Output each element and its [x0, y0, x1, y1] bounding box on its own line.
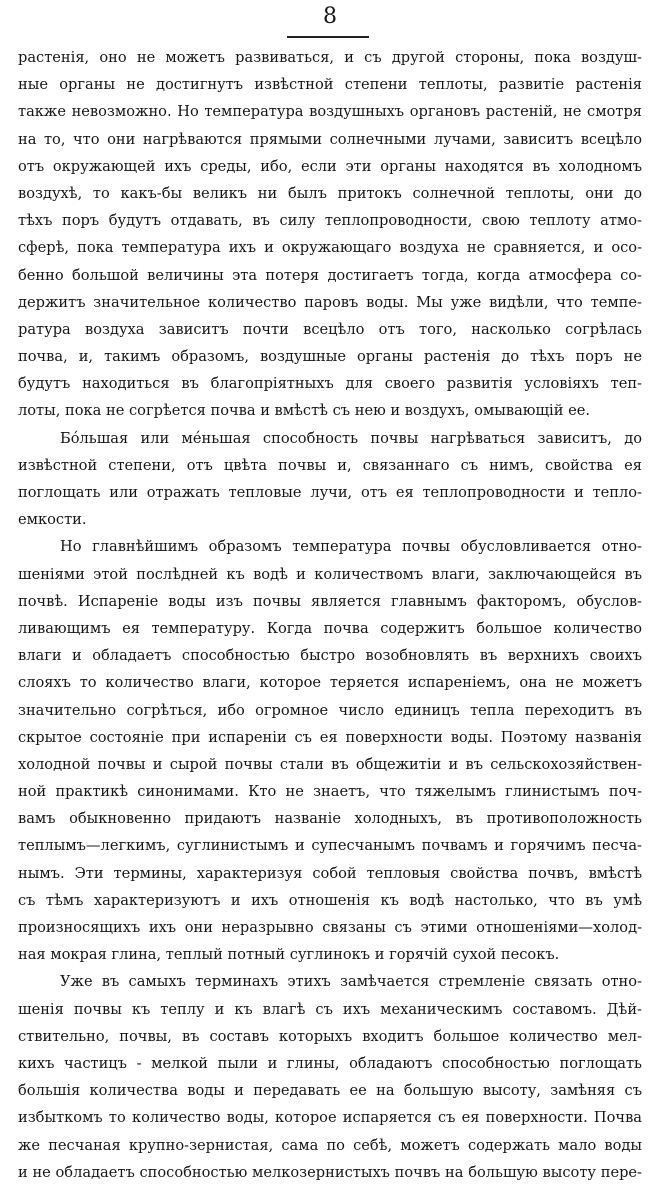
text-line: ная мокрая глина, теплый потный суглинокъ и горячій сухой песокъ. — [18, 946, 560, 964]
text-line: лоты, пока не согрѣется почва и вмѣстѣ съ нею и воздухъ, омывающій ее. — [18, 402, 590, 420]
text-line: ной практикѣ синонимами. Кто не знаетъ, что тяжелымъ глинистымъ поч- — [18, 783, 642, 801]
text-line: и не обладаетъ способностью мелкозернистыхъ почвъ на большую высоту пере- — [18, 1163, 642, 1181]
text-line: поглощать или отражать тепловые лучи, отъ ея теплопроводности и тепло- — [18, 484, 642, 501]
text-line: емкости. — [18, 511, 87, 529]
text-line: ливающимъ ея температуру. Когда почва содержитъ большое количество — [18, 619, 642, 637]
text-line: извѣстной степени, отъ цвѣта почвы и, связаннаго съ нимъ, свойства ея — [18, 456, 642, 474]
page-number: 8 — [323, 4, 337, 29]
text-line: большія количества воды и передавать ее на большую высоту, замѣняя съ — [18, 1082, 642, 1100]
text-line: ствительно, почвы, въ составъ которыхъ входитъ большое количество мел- — [18, 1027, 642, 1045]
text-line: ратура воздуха зависитъ почти всецѣло отъ того, насколько согрѣлась — [18, 320, 642, 338]
text-line: шенія почвы къ теплу и къ влагѣ съ ихъ механическимъ составомъ. Дѣй- — [18, 1000, 642, 1018]
text-line: отъ окружающей ихъ среды, ибо, если эти органы находятся въ холодномъ — [18, 157, 642, 175]
text-line: растенія, оно не можетъ развиваться, и съ другой стороны, пока воздуш- — [18, 49, 642, 66]
text-line: кихъ частицъ - мелкой пыли и глины, обладаютъ способностью поглощать — [18, 1054, 642, 1072]
text-line: бенно большой величины эта потеря достигаетъ тогда, когда атмосфера со- — [18, 266, 642, 284]
text-line: избыткомъ то количество воды, которое испаряется съ ея поверхности. Почва — [18, 1109, 642, 1127]
text-line: теплымъ—легкимъ, суглинистымъ и супесчанымъ почвамъ и горячимъ песча- — [18, 837, 642, 855]
text-line: держитъ значительное количество паровъ воды. Мы уже видѣли, что темпе- — [18, 293, 642, 311]
paragraph-1 — [18, 44, 642, 425]
text-line: почвѣ. Испареніе воды изъ почвы является главнымъ факторомъ, обуслов- — [18, 592, 642, 610]
text-line: произносящихъ ихъ они неразрывно связаны съ этими отношеніями—холод- — [18, 919, 642, 936]
text-line: воздухѣ, то какъ-бы великъ ни былъ притокъ солнечной теплоты, они до — [18, 184, 642, 202]
text-line: Но главнѣйшимъ образомъ температура почвы обусловливается отно- — [60, 538, 642, 556]
text-line: на то, что они нагрѣваются прямыми солнечными лучами, зависитъ всецѣло — [18, 130, 642, 148]
text-line: значительно согрѣться, ибо огромное число единицъ тепла переходитъ въ — [18, 701, 642, 719]
text-line: слояхъ то количество влаги, которое теряется испареніемъ, она не можетъ — [18, 674, 642, 692]
paragraph-4 — [18, 968, 642, 1186]
text-line: вамъ обыкновенно придаютъ названіе холодныхъ, въ противоположность — [18, 810, 642, 828]
header-rule — [287, 36, 369, 38]
text-line: тѣхъ поръ будутъ отдавать, въ силу теплопроводности, свою теплоту атмо- — [18, 212, 642, 230]
text-line: ные органы не достигнутъ извѣстной степени теплоты, развитіе растенія — [18, 76, 642, 94]
text-line: Бóльшая или мéньшая способность почвы нагрѣваться зависитъ, до — [60, 429, 642, 447]
body-text — [18, 44, 642, 1186]
text-line: нымъ. Эти термины, характеризуя собой тепловыя свойства почвъ, вмѣстѣ — [18, 864, 642, 882]
text-line: же песчаная крупно-зернистая, сама по себѣ, можетъ содержать мало воды — [18, 1136, 642, 1154]
text-line: съ тѣмъ характеризуютъ и ихъ отношенія къ водѣ настолько, что въ умѣ — [18, 891, 642, 909]
text-line: Уже въ самыхъ терминахъ этихъ замѣчается стремленіе связать отно- — [60, 973, 642, 991]
paragraph-2 — [18, 425, 642, 534]
text-line: также невозможно. Но температура воздушныхъ органовъ растеній, не смотря — [18, 103, 642, 121]
text-line: сферѣ, пока температура ихъ и окружающаго воздуха не сравняется, и осо- — [18, 239, 642, 257]
text-line: шеніями этой послѣдней къ водѣ и количествомъ влаги, заключающейся въ — [18, 565, 642, 583]
text-line: почва, и, такимъ образомъ, воздушные органы растенія до тѣхъ поръ не — [18, 348, 642, 366]
paragraph-3 — [18, 533, 642, 968]
text-line: холодной почвы и сырой почвы стали въ общежитіи и въ сельскохозяйствен- — [18, 755, 642, 773]
text-line: скрытое состояніе при испареніи съ ея поверхности воды. Поэтому названія — [18, 728, 642, 746]
text-line: влаги и обладаетъ способностью быстро возобновлять въ верхнихъ своихъ — [18, 647, 642, 665]
text-line: будутъ находиться въ благопріятныхъ для своего развитія условіяхъ теп- — [18, 375, 642, 393]
